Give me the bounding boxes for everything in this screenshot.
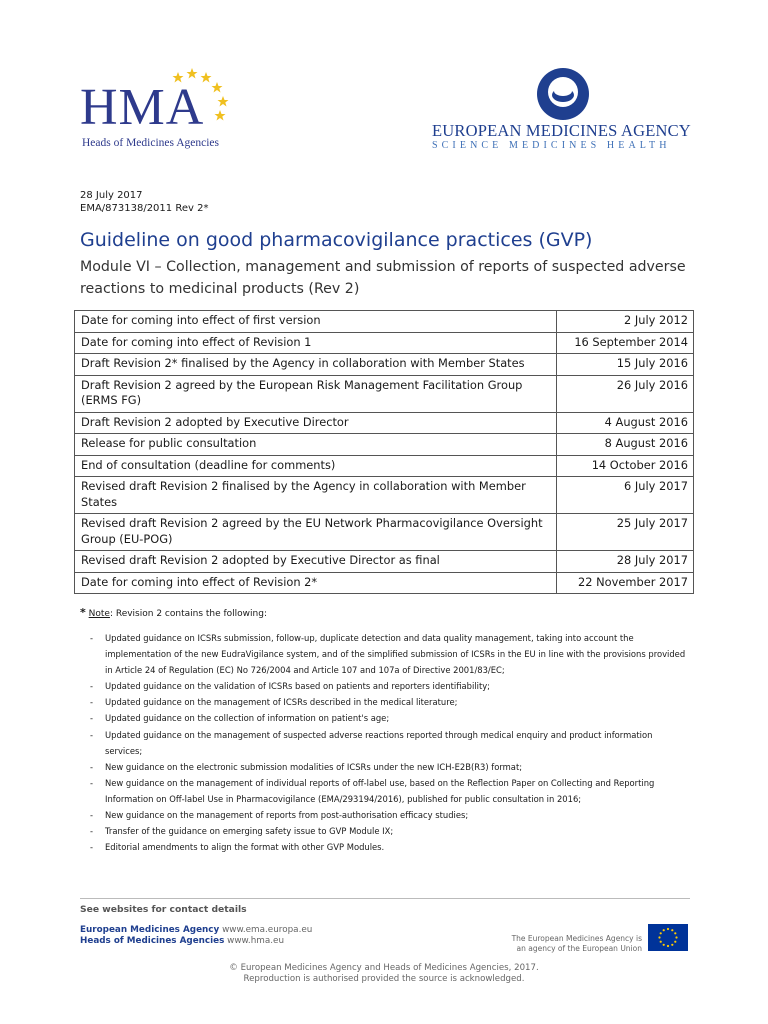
event-cell: Date for coming into effect of Revision 1 bbox=[75, 332, 557, 354]
hma-subtitle: Heads of Medicines Agencies bbox=[82, 137, 220, 149]
event-cell: Date for coming into effect of Revision 2* bbox=[75, 572, 557, 594]
event-cell: Revised draft Revision 2 finalised by the Agency in collaboration with Member States bbox=[75, 477, 557, 514]
eu-note-line: The European Medicines Agency is bbox=[511, 934, 642, 943]
list-item: - Updated guidance on the collection of information on patient's age; bbox=[90, 710, 690, 726]
event-cell: Revised draft Revision 2 agreed by the EU Network Pharmacovigilance Oversight Group (EU-POG) bbox=[75, 514, 557, 551]
list-item: - New guidance on the management of individual reports of off-label use, based on the Reflection Paper on Collecting and Reporting Information on Off-label Use in Pharmacovigilance (EMA/293194/2016), published for public consultation in 2016; bbox=[90, 775, 690, 807]
date-cell: 28 July 2017 bbox=[557, 551, 694, 573]
note-intro: : Revision 2 contains the following: bbox=[109, 609, 267, 619]
event-cell: Draft Revision 2 agreed by the European Risk Management Facilitation Group (ERMS FG) bbox=[75, 375, 557, 412]
list-item: - Updated guidance on the management of suspected adverse reactions reported through medical enquiry and product information services; bbox=[90, 727, 690, 759]
table-row bbox=[75, 434, 694, 456]
table-row bbox=[75, 311, 694, 333]
ema-org-name: European Medicines Agency bbox=[80, 925, 220, 935]
hma-website-line bbox=[80, 936, 284, 946]
ema-emblem-icon bbox=[528, 66, 598, 122]
date-cell: 25 July 2017 bbox=[557, 514, 694, 551]
list-item: - New guidance on the management of reports from post-authorisation efficacy studies; bbox=[90, 807, 690, 823]
ema-url-link[interactable]: www.ema.europa.eu bbox=[222, 925, 313, 935]
footer-divider bbox=[80, 898, 690, 899]
ema-name: EUROPEAN MEDICINES AGENCY bbox=[432, 121, 691, 140]
event-cell: End of consultation (deadline for comments) bbox=[75, 455, 557, 477]
hma-url-link[interactable]: www.hma.eu bbox=[227, 936, 285, 946]
date-cell: 8 August 2016 bbox=[557, 434, 694, 456]
document-reference: EMA/873138/2011 Rev 2* bbox=[80, 203, 209, 214]
date-cell: 26 July 2016 bbox=[557, 375, 694, 412]
note-star: * bbox=[80, 606, 86, 619]
eu-note-line: an agency of the European Union bbox=[516, 943, 642, 953]
event-cell: Draft Revision 2 adopted by Executive Director bbox=[75, 412, 557, 434]
document-date: 28 July 2017 bbox=[80, 190, 143, 201]
contact-heading: See websites for contact details bbox=[80, 904, 247, 915]
date-cell: 15 July 2016 bbox=[557, 354, 694, 376]
table-row bbox=[75, 455, 694, 477]
list-item: - Updated guidance on the management of ICSRs described in the medical literature; bbox=[90, 694, 690, 710]
eu-flag-icon bbox=[648, 924, 688, 951]
list-item: - Transfer of the guidance on emerging safety issue to GVP Module IX; bbox=[90, 823, 690, 839]
table-row bbox=[75, 514, 694, 551]
eu-agency-note bbox=[478, 934, 642, 953]
page-subtitle: Module VI – Collection, management and submission of reports of suspected adverse reactions to medicinal products (Rev 2) bbox=[80, 259, 686, 297]
event-cell: Date for coming into effect of first version bbox=[75, 311, 557, 333]
table-row bbox=[75, 572, 694, 594]
note-list bbox=[90, 630, 690, 855]
hma-logo-text: HMA bbox=[80, 79, 205, 136]
note-heading bbox=[80, 606, 267, 619]
event-cell: Revised draft Revision 2 adopted by Executive Director as final bbox=[75, 551, 557, 573]
milestones-table bbox=[74, 310, 694, 594]
date-cell: 6 July 2017 bbox=[557, 477, 694, 514]
date-cell: 14 October 2016 bbox=[557, 455, 694, 477]
copyright-notice bbox=[0, 963, 768, 984]
list-item: - Updated guidance on the validation of ICSRs based on patients and reporters identifiability; bbox=[90, 678, 690, 694]
copyright-line: Reproduction is authorised provided the source is acknowledged. bbox=[243, 973, 525, 984]
page-title: Guideline on good pharmacovigilance practices (GVP) bbox=[80, 229, 593, 251]
table-row bbox=[75, 551, 694, 573]
table-row bbox=[75, 375, 694, 412]
date-cell: 2 July 2012 bbox=[557, 311, 694, 333]
hma-stars-icon bbox=[160, 62, 260, 142]
table-row bbox=[75, 477, 694, 514]
copyright-line: © European Medicines Agency and Heads of Medicines Agencies, 2017. bbox=[229, 963, 539, 973]
date-cell: 4 August 2016 bbox=[557, 412, 694, 434]
table-row bbox=[75, 412, 694, 434]
ema-website-line bbox=[80, 925, 312, 935]
list-item: - New guidance on the electronic submission modalities of ICSRs under the new ICH-E2B(R3) format; bbox=[90, 759, 690, 775]
table-row bbox=[75, 354, 694, 376]
list-item: - Updated guidance on ICSRs submission, follow-up, duplicate detection and data quality management, taking into account the implementation of the new EudraVigilance system, and of the simplified submission of ICSRs in the EU in line with the provisions provided in Article 24 of Regulation (EC) No 726/2004 and Article 107 and 107a of Directive 2001/83/EC; bbox=[90, 630, 690, 678]
hma-org-name: Heads of Medicines Agencies bbox=[80, 936, 225, 946]
ema-tagline: SCIENCE MEDICINES HEALTH bbox=[432, 140, 671, 151]
event-cell: Draft Revision 2* finalised by the Agency in collaboration with Member States bbox=[75, 354, 557, 376]
event-cell: Release for public consultation bbox=[75, 434, 557, 456]
list-item: - Editorial amendments to align the format with other GVP Modules. bbox=[90, 839, 690, 855]
note-label: Note bbox=[88, 609, 110, 619]
date-cell: 16 September 2014 bbox=[557, 332, 694, 354]
table-row bbox=[75, 332, 694, 354]
date-cell: 22 November 2017 bbox=[557, 572, 694, 594]
